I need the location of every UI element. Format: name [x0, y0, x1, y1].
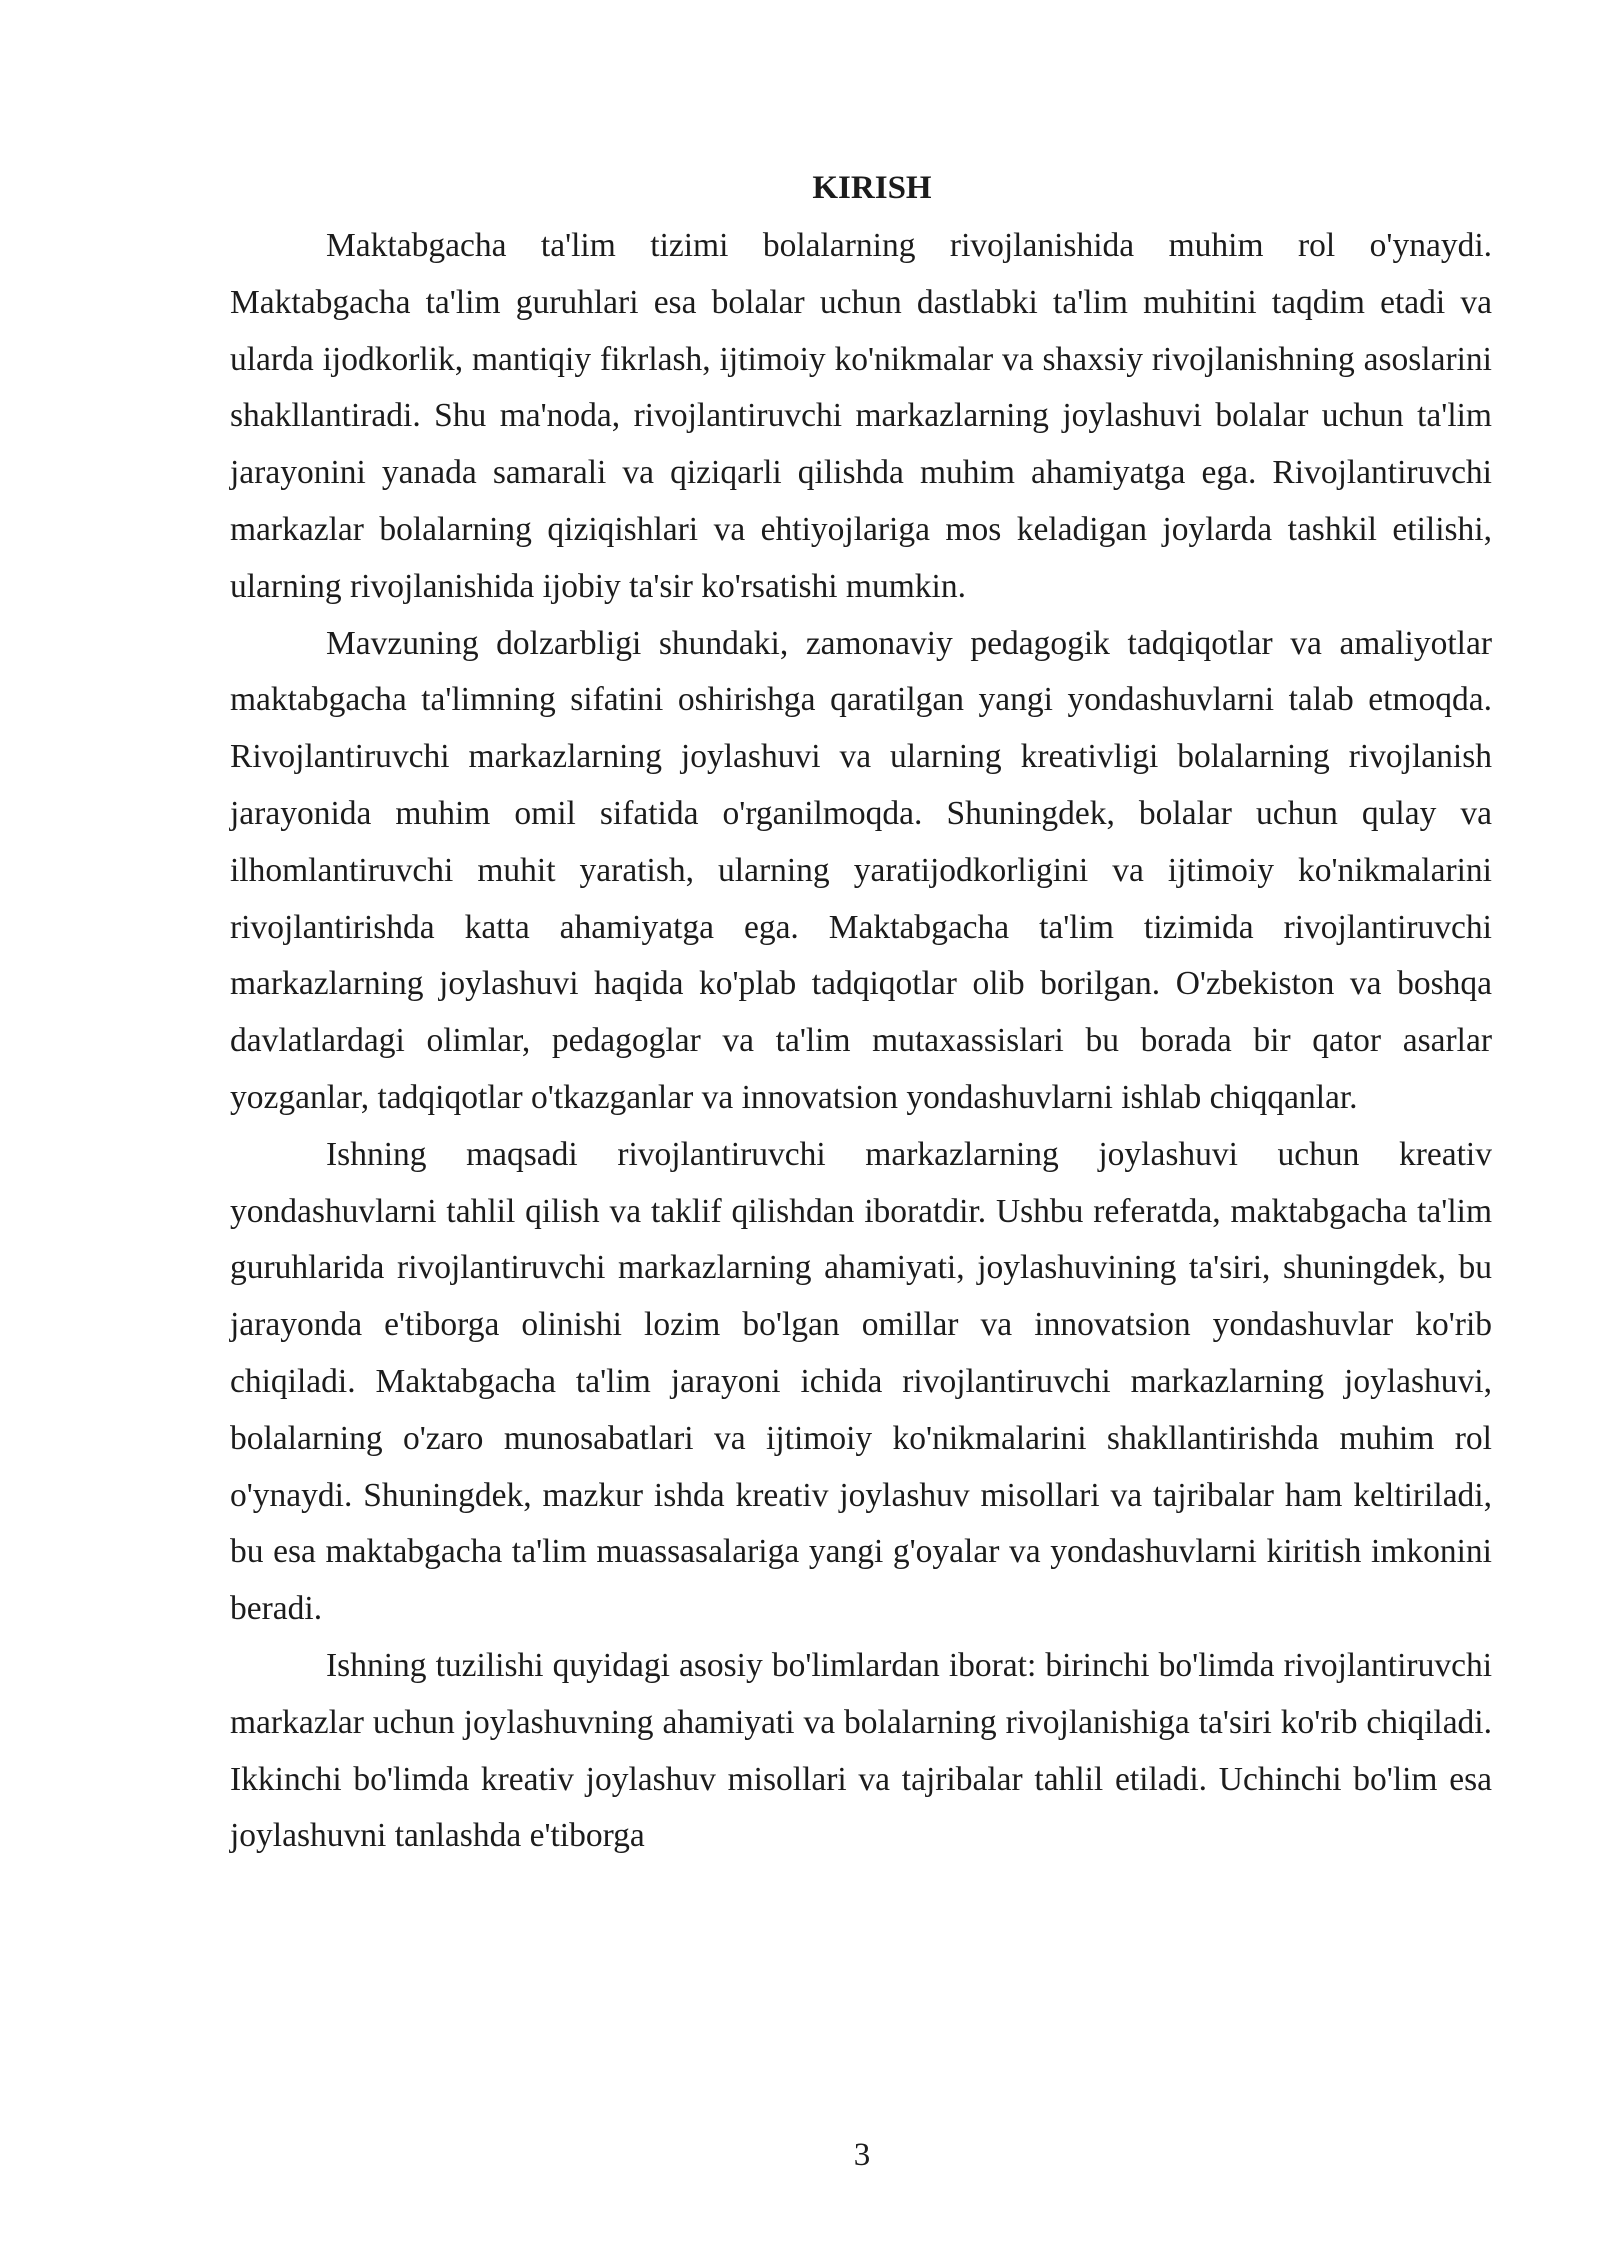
- page-title: KIRISH: [812, 170, 932, 206]
- paragraph-intro: Maktabgacha ta'lim tizimi bolalarning rivojlanishida muhim rol o'ynaydi. Maktabgacha ta'lim guruhlari esa bolalar uchun dastlabki ta'lim muhitini taqdim etadi va ularda ijodkorlik, mantiqiy fikrlash, ijtimoiy ko'nikmalar va shaxsiy rivojlanishning asoslarini shakllantiradi. Shu ma'noda, rivojlantiruvchi markazlarning joylashuvi bolalar uchun ta'lim jarayonini yanada samarali va qiziqarli qilishda muhim ahamiyatga ega. Rivojlantiruvchi markazlar bolalarning qiziqishlari va ehtiyojlariga mos keladigan joylarda tashkil etilishi, ularning rivojlanishida ijobiy ta'sir ko'rsatishi mumkin.: [230, 227, 1492, 605]
- paragraph-goal: Ishning maqsadi rivojlantiruvchi markazlarning joylashuvi uchun kreativ yondashuvlarni tahlil qilish va taklif qilishdan iboratdir. Ushbu referatda, maktabgacha ta'lim guruhlarida rivojlantiruvchi markazlarning ahamiyati, joylashuvining ta'siri, shuningdek, bu jarayonda e'tiborga olinishi lozim bo'lgan omillar va innovatsion yondashuvlar ko'rib chiqiladi. Maktabgacha ta'lim jarayoni ichida rivojlantiruvchi markazlarning joylashuvi, bolalarning o'zaro munosabatlari va ijtimoiy ko'nikmalarini shakllantirishda muhim rol o'ynaydi. Shuningdek, mazkur ishda kreativ joylashuv misollari va tajribalar ham keltiriladi, bu esa maktabgacha ta'lim muassasalariga yangi g'oyalar va yondashuvlarni kiritish imkonini beradi.: [230, 1135, 1492, 1628]
- paragraph-structure: Ishning tuzilishi quyidagi asosiy bo'limlardan iborat: birinchi bo'limda rivojlantiruvchi markazlar uchun joylashuvning ahamiyati va bolalarning rivojlanishiga ta'siri ko'rib chiqiladi. Ikkinchi bo'limda kreativ joylashuv misollari va tajribalar tahlil etiladi. Uchinchi bo'lim esa joylashuvni tanlashda e'tiborga: [230, 1646, 1492, 1855]
- document-page: [230, 160, 1492, 1865]
- page-number: 3: [853, 2137, 871, 2173]
- paragraph-relevance: Mavzuning dolzarbligi shundaki, zamonaviy pedagogik tadqiqotlar va amaliyotlar maktabgacha ta'limning sifatini oshirishga qaratilgan yangi yondashuvlarni talab etmoqda. Rivojlantiruvchi markazlarning joylashuvi va ularning kreativligi bolalarning rivojlanish jarayonida muhim omil sifatida o'rganilmoqda. Shuningdek, bolalar uchun qulay va ilhomlantiruvchi muhit yaratish, ularning yaratijodkorligini va ijtimoiy ko'nikmalarini rivojlantirishda katta ahamiyatga ega. Maktabgacha ta'lim tizimida rivojlantiruvchi markazlarning joylashuvi haqida ko'plab tadqiqotlar olib borilgan. O'zbekiston va boshqa davlatlardagi olimlar, pedagoglar va ta'lim mutaxassislari bu borada bir qator asarlar yozganlar, tadqiqotlar o'tkazganlar va innovatsion yondashuvlarni ishlab chiqqanlar.: [230, 624, 1492, 1116]
